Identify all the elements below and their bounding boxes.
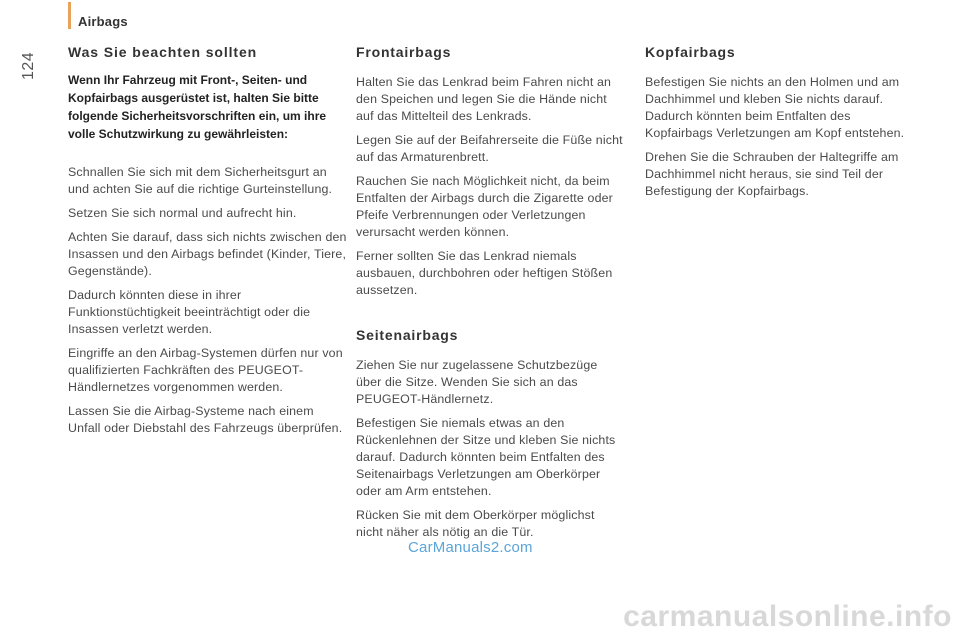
side-airbag-paragraphs — [356, 357, 624, 541]
column-safety-notes — [68, 43, 348, 444]
front-airbag-paragraphs — [356, 74, 624, 299]
heading-head-airbags: Kopfairbags — [645, 44, 736, 60]
intro-text: Wenn Ihr Fahrzeug mit Front-, Seiten- und Kopfairbags ausgerüstet ist, halten Sie bitte folgende Sicherheitsvorschriften ein, um ihre volle Schutzwirkung zu gewährleisten: — [68, 73, 327, 141]
watermark-carmanuals2[interactable]: CarManuals2.com — [408, 539, 533, 556]
page-number: 124 — [20, 51, 37, 80]
section-label: Airbags — [78, 14, 128, 29]
head-airbag-paragraphs — [645, 74, 915, 200]
paragraph: Lassen Sie die Airbag-Systeme nach einem Unfall oder Diebstahl des Fahrzeugs überprüfen. — [68, 404, 343, 435]
paragraph: Achten Sie darauf, dass sich nichts zwischen den Insassen und den Airbags befindet (Kinder, Tiere, Gegenstände). — [68, 230, 347, 278]
side-airbags-section — [356, 326, 624, 541]
heading-safety-notes: Was Sie beachten sollten — [68, 44, 258, 60]
paragraph: Eingriffe an den Airbag-Systemen dürfen nur von qualifizierten Fachkräften des PEUGEOT-Händlernetzes vorgenommen werden. — [68, 346, 343, 394]
paragraph: Halten Sie das Lenkrad beim Fahren nicht an den Speichen und legen Sie die Hände nicht auf das Mittelteil des Lenkrads. — [356, 75, 612, 123]
paragraph: Setzen Sie sich normal und aufrecht hin. — [68, 206, 297, 220]
heading-side-airbags: Seitenairbags — [356, 327, 459, 343]
column-front-side-airbags — [356, 43, 624, 548]
paragraph: Befestigen Sie nichts an den Holmen und am Dachhimmel und kleben Sie nichts darauf. Dadurch könnten beim Entfalten des Kopfairbags Verletzungen am Kopf entstehen. — [645, 75, 905, 140]
paragraph: Legen Sie auf der Beifahrerseite die Füße nicht auf das Armaturenbrett. — [356, 133, 623, 164]
column-head-airbags — [645, 43, 915, 207]
heading-front-airbags: Frontairbags — [356, 44, 452, 60]
paragraph: Schnallen Sie sich mit dem Sicherheitsgurt an und achten Sie auf die richtige Gurteinstellung. — [68, 165, 333, 196]
section-accent-bar — [68, 2, 71, 29]
safety-paragraphs — [68, 164, 348, 437]
paragraph: Dadurch könnten diese in ihrer Funktionstüchtigkeit beeinträchtigt oder die Insassen verletzt werden. — [68, 288, 311, 336]
paragraph: Ziehen Sie nur zugelassene Schutzbezüge über die Sitze. Wenden Sie sich an das PEUGEOT-Händlernetz. — [356, 358, 598, 406]
paragraph: Rücken Sie mit dem Oberkörper möglichst nicht näher als nötig an die Tür. — [356, 508, 595, 539]
paragraph: Rauchen Sie nach Möglichkeit nicht, da beim Entfalten der Airbags durch die Zigarette oder Pfeife Verbrennungen oder Verletzungen verursacht werden können. — [356, 174, 613, 239]
paragraph: Ferner sollten Sie das Lenkrad niemals ausbauen, durchbohren oder heftigen Stößen aussetzen. — [356, 249, 613, 297]
watermark-carmanualsonline: carmanualsonline.info — [623, 600, 952, 633]
paragraph: Drehen Sie die Schrauben der Haltegriffe am Dachhimmel nicht heraus, sie sind Teil der Befestigung der Kopfairbags. — [645, 150, 899, 198]
paragraph: Befestigen Sie niemals etwas an den Rückenlehnen der Sitze und kleben Sie nichts darauf. Dadurch könnten beim Entfalten des Seitenairbags Verletzungen am Oberkörper oder am Arm entstehen. — [356, 416, 616, 498]
